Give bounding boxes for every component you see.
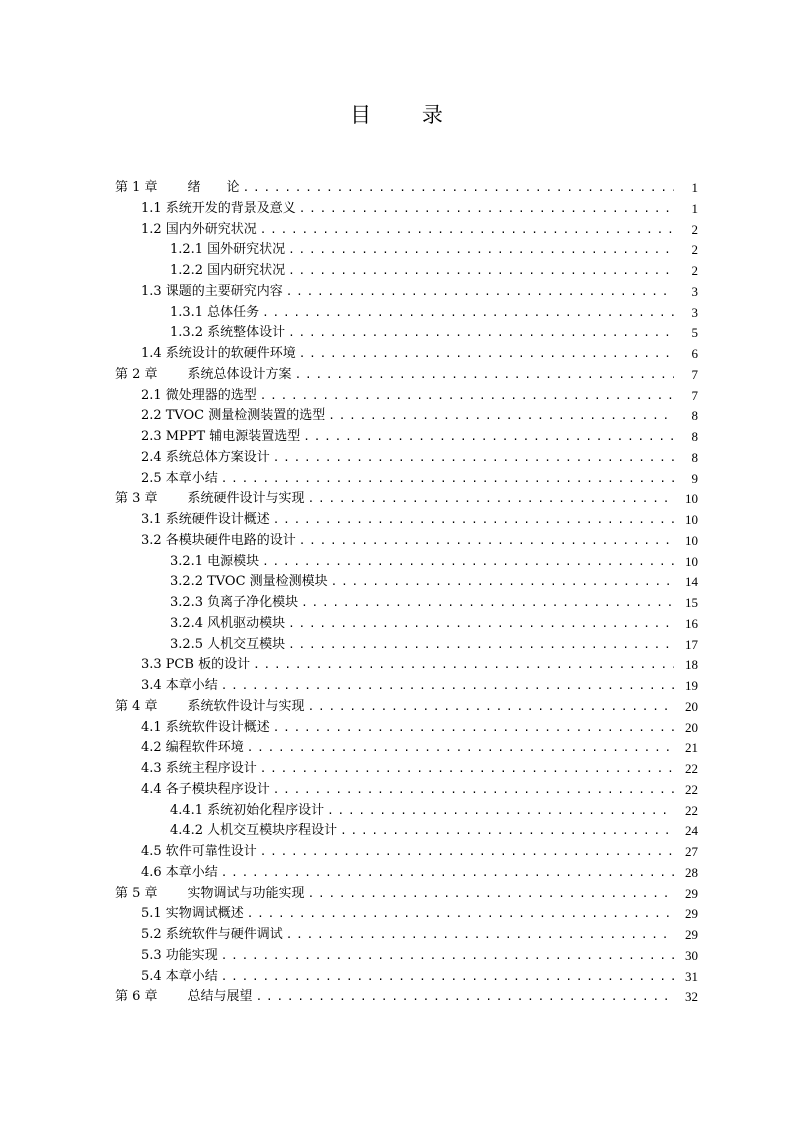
toc-dot-leader bbox=[303, 427, 674, 448]
toc-page-number: 18 bbox=[674, 655, 698, 676]
toc-entry-title: MPPT 辅电源装置选型 bbox=[165, 429, 301, 444]
toc-entry[interactable] bbox=[0, 323, 793, 344]
toc-entry-label bbox=[170, 240, 288, 261]
toc-dot-leader bbox=[221, 863, 674, 884]
toc-entry-number: 第 6 章 bbox=[115, 989, 158, 1005]
toc-page-number: 32 bbox=[674, 987, 698, 1008]
toc-entry-number: 4.4 bbox=[141, 781, 162, 797]
toc-entry-number: 1.3.1 bbox=[170, 304, 204, 320]
toc-page-number: 31 bbox=[674, 967, 698, 988]
toc-dot-leader bbox=[273, 780, 674, 801]
toc-entry-title: 系统设计的软硬件环境 bbox=[165, 346, 296, 361]
toc-entry-number: 3.2.1 bbox=[170, 553, 204, 569]
toc-page-number: 2 bbox=[674, 220, 698, 241]
toc-entry-label bbox=[141, 510, 273, 531]
toc-entry[interactable] bbox=[0, 925, 793, 946]
toc-entry-label bbox=[115, 365, 295, 386]
toc-entry-number: 第 3 章 bbox=[115, 491, 158, 507]
toc-dot-leader bbox=[221, 469, 674, 490]
toc-page-number: 14 bbox=[674, 572, 698, 593]
toc-entry-label bbox=[141, 780, 273, 801]
toc-entry-title: 系统整体设计 bbox=[207, 325, 286, 341]
toc-entry-number: 2.5 bbox=[141, 470, 162, 486]
toc-entry-title: 系统软件设计与实现 bbox=[187, 698, 305, 714]
toc-page-number: 15 bbox=[674, 593, 698, 614]
toc-entry-number: 4.2 bbox=[141, 740, 162, 756]
toc-entry-label bbox=[141, 655, 253, 676]
toc-entry-number: 1.4 bbox=[141, 346, 162, 361]
toc-dot-leader bbox=[243, 178, 674, 199]
toc-entry[interactable] bbox=[0, 552, 793, 573]
toc-dot-leader bbox=[331, 572, 674, 593]
toc-entry-label bbox=[170, 635, 288, 656]
toc-entry-number: 第 1 章 bbox=[115, 180, 158, 195]
toc-entry-title: 国内研究状况 bbox=[207, 263, 286, 278]
toc-entry[interactable] bbox=[0, 967, 793, 988]
toc-entry-title: 风机驱动模块 bbox=[207, 615, 286, 631]
toc-entry-title: 电源模块 bbox=[207, 553, 260, 569]
toc-entry-title: 系统开发的背景及意义 bbox=[165, 200, 296, 216]
toc-entry-label bbox=[170, 801, 327, 822]
toc-entry-label bbox=[141, 676, 221, 697]
toc-dot-leader bbox=[260, 759, 674, 780]
toc-page-number: 20 bbox=[674, 697, 698, 718]
toc-entry[interactable] bbox=[0, 469, 793, 490]
toc-entry[interactable] bbox=[0, 199, 793, 220]
toc-entry-label bbox=[115, 884, 308, 905]
table-of-contents bbox=[0, 178, 793, 1008]
toc-entry[interactable] bbox=[0, 780, 793, 801]
toc-entry[interactable] bbox=[0, 489, 793, 510]
toc-entry-title: 本章小结 bbox=[165, 470, 218, 486]
toc-entry-label bbox=[141, 842, 260, 863]
toc-entry-title: 系统主程序设计 bbox=[165, 761, 257, 776]
toc-entry-title: 软件可靠性设计 bbox=[165, 844, 257, 859]
toc-entry-title: 总结与展望 bbox=[187, 989, 253, 1005]
toc-dot-leader bbox=[260, 220, 674, 241]
toc-entry-number: 3.2 bbox=[141, 532, 162, 548]
toc-page-number: 28 bbox=[674, 863, 698, 884]
toc-entry-title: TVOC 测量检测模块 bbox=[207, 574, 328, 590]
toc-entry-number: 5.3 bbox=[141, 947, 162, 963]
toc-entry-label bbox=[141, 386, 260, 407]
toc-dot-leader bbox=[273, 718, 674, 739]
toc-entry-number: 1.2.2 bbox=[170, 263, 204, 278]
toc-page-number: 2 bbox=[674, 240, 698, 261]
toc-entry-title: 系统硬件设计概述 bbox=[165, 512, 270, 527]
toc-entry-number: 1.2.1 bbox=[170, 242, 204, 258]
toc-entry-label bbox=[141, 344, 299, 365]
toc-dot-leader bbox=[221, 946, 674, 967]
toc-dot-leader bbox=[273, 448, 674, 469]
toc-entry[interactable] bbox=[0, 261, 793, 282]
toc-entry-number: 3.3 bbox=[141, 657, 162, 673]
toc-entry-title: 本章小结 bbox=[165, 678, 218, 693]
toc-entry[interactable] bbox=[0, 987, 793, 1008]
toc-entry-label bbox=[170, 593, 301, 614]
toc-entry-title: PCB 板的设计 bbox=[165, 657, 251, 673]
toc-entry[interactable] bbox=[0, 344, 793, 365]
toc-entry-title: 各模块硬件电路的设计 bbox=[165, 532, 296, 548]
toc-entry-label bbox=[141, 946, 221, 967]
toc-page-number: 10 bbox=[674, 510, 698, 531]
toc-entry[interactable] bbox=[0, 282, 793, 303]
toc-dot-leader bbox=[247, 904, 674, 925]
toc-entry-title: 总体任务 bbox=[207, 304, 260, 320]
toc-dot-leader bbox=[256, 987, 674, 1008]
toc-entry-number: 1.1 bbox=[141, 200, 162, 216]
toc-page-number: 9 bbox=[674, 469, 698, 490]
toc-entry-label bbox=[170, 323, 288, 344]
toc-dot-leader bbox=[299, 344, 674, 365]
toc-dot-leader bbox=[288, 261, 674, 282]
toc-entry-number: 第 4 章 bbox=[115, 698, 158, 714]
toc-dot-leader bbox=[340, 821, 674, 842]
toc-entry-title: 绪 论 bbox=[187, 180, 240, 195]
toc-dot-leader bbox=[301, 593, 674, 614]
toc-dot-leader bbox=[262, 303, 674, 324]
toc-page-number: 2 bbox=[674, 261, 698, 282]
toc-entry[interactable] bbox=[0, 676, 793, 697]
toc-dot-leader bbox=[260, 842, 674, 863]
toc-dot-leader bbox=[221, 967, 674, 988]
toc-entry[interactable] bbox=[0, 884, 793, 905]
toc-entry-label bbox=[170, 821, 340, 842]
toc-entry-number: 第 5 章 bbox=[115, 885, 158, 901]
toc-page-number: 29 bbox=[674, 925, 698, 946]
toc-entry-number: 2.3 bbox=[141, 429, 162, 444]
toc-page-number: 7 bbox=[674, 365, 698, 386]
toc-entry-title: 系统总体设计方案 bbox=[187, 366, 292, 382]
toc-entry-number: 3.4 bbox=[141, 678, 162, 693]
toc-dot-leader bbox=[299, 199, 674, 220]
toc-entry[interactable] bbox=[0, 220, 793, 241]
toc-entry-label bbox=[115, 697, 308, 718]
toc-entry-number: 第 2 章 bbox=[115, 366, 158, 382]
toc-page-number: 21 bbox=[674, 738, 698, 759]
toc-entry[interactable] bbox=[0, 365, 793, 386]
toc-entry[interactable] bbox=[0, 178, 793, 199]
toc-page-number: 10 bbox=[674, 489, 698, 510]
toc-entry-number: 2.2 bbox=[141, 408, 162, 424]
toc-page-number: 29 bbox=[674, 904, 698, 925]
toc-page-number: 5 bbox=[674, 323, 698, 344]
toc-entry-label bbox=[170, 552, 262, 573]
toc-page-number: 8 bbox=[674, 406, 698, 427]
toc-entry[interactable] bbox=[0, 427, 793, 448]
toc-dot-leader bbox=[288, 614, 674, 635]
toc-entry-label bbox=[141, 220, 260, 241]
toc-dot-leader bbox=[286, 925, 674, 946]
toc-dot-leader bbox=[221, 676, 674, 697]
toc-dot-leader bbox=[327, 801, 674, 822]
toc-entry[interactable] bbox=[0, 946, 793, 967]
toc-entry-number: 4.5 bbox=[141, 844, 162, 859]
toc-entry-title: 国内外研究状况 bbox=[165, 221, 257, 237]
toc-dot-leader bbox=[308, 697, 674, 718]
toc-entry-number: 3.2.5 bbox=[170, 636, 204, 652]
toc-page-number: 22 bbox=[674, 780, 698, 801]
toc-entry-label bbox=[141, 738, 247, 759]
toc-entry[interactable] bbox=[0, 240, 793, 261]
toc-page-number: 8 bbox=[674, 427, 698, 448]
toc-entry-label bbox=[170, 572, 331, 593]
toc-entry-title: 微处理器的选型 bbox=[165, 387, 257, 403]
toc-entry-title: 负离子净化模块 bbox=[207, 595, 299, 610]
toc-dot-leader bbox=[262, 552, 674, 573]
toc-entry-label bbox=[141, 282, 286, 303]
toc-entry-title: 各子模块程序设计 bbox=[165, 781, 270, 797]
toc-entry-label bbox=[141, 531, 299, 552]
toc-entry[interactable] bbox=[0, 510, 793, 531]
toc-entry[interactable] bbox=[0, 904, 793, 925]
toc-dot-leader bbox=[308, 884, 674, 905]
toc-entry-title: 功能实现 bbox=[165, 947, 218, 963]
toc-entry[interactable] bbox=[0, 531, 793, 552]
toc-entry-label bbox=[115, 987, 256, 1008]
toc-entry-label bbox=[141, 925, 286, 946]
toc-entry-label bbox=[141, 469, 221, 490]
toc-page-number: 6 bbox=[674, 344, 698, 365]
toc-entry-label bbox=[141, 759, 260, 780]
toc-entry-label bbox=[170, 614, 288, 635]
toc-page-number: 29 bbox=[674, 884, 698, 905]
toc-entry-title: 实物调试与功能实现 bbox=[187, 885, 305, 901]
toc-entry-number: 5.1 bbox=[141, 906, 162, 922]
toc-entry-number: 4.4.1 bbox=[170, 802, 204, 818]
toc-dot-leader bbox=[260, 386, 674, 407]
toc-dot-leader bbox=[288, 240, 674, 261]
toc-page-number: 16 bbox=[674, 614, 698, 635]
toc-entry[interactable] bbox=[0, 572, 793, 593]
toc-page-number: 20 bbox=[674, 718, 698, 739]
toc-dot-leader bbox=[286, 282, 674, 303]
toc-page-number: 7 bbox=[674, 386, 698, 407]
toc-entry-number: 5.4 bbox=[141, 968, 162, 984]
toc-entry-number: 3.1 bbox=[141, 512, 162, 527]
toc-entry-label bbox=[141, 863, 221, 884]
toc-entry-label bbox=[115, 489, 308, 510]
toc-page-number: 17 bbox=[674, 635, 698, 656]
toc-entry[interactable] bbox=[0, 635, 793, 656]
toc-entry-label bbox=[141, 199, 299, 220]
toc-entry[interactable] bbox=[0, 386, 793, 407]
toc-page-number: 24 bbox=[674, 821, 698, 842]
toc-entry-title: 人机交互模块 bbox=[207, 636, 286, 652]
toc-page-number: 3 bbox=[674, 303, 698, 324]
toc-dot-leader bbox=[308, 489, 674, 510]
toc-entry-title: 本章小结 bbox=[165, 968, 218, 984]
toc-dot-leader bbox=[288, 323, 674, 344]
toc-page-number: 19 bbox=[674, 676, 698, 697]
toc-entry[interactable] bbox=[0, 406, 793, 427]
toc-page-number: 1 bbox=[674, 178, 698, 199]
toc-entry-number: 5.2 bbox=[141, 927, 162, 942]
toc-entry-label bbox=[141, 718, 273, 739]
toc-page-number: 22 bbox=[674, 801, 698, 822]
toc-entry-number: 4.3 bbox=[141, 761, 162, 776]
toc-entry-title: TVOC 测量检测装置的选型 bbox=[165, 408, 326, 424]
toc-page-number: 27 bbox=[674, 842, 698, 863]
toc-entry-number: 1.2 bbox=[141, 221, 162, 237]
toc-entry-title: 系统软件设计概述 bbox=[165, 719, 270, 735]
toc-page-number: 10 bbox=[674, 531, 698, 552]
toc-entry[interactable] bbox=[0, 614, 793, 635]
toc-entry-number: 3.2.2 bbox=[170, 574, 204, 590]
toc-entry-label bbox=[170, 261, 288, 282]
toc-page-number: 1 bbox=[674, 199, 698, 220]
toc-entry-label bbox=[170, 303, 262, 324]
toc-entry-title: 国外研究状况 bbox=[207, 242, 286, 258]
toc-entry-number: 1.3.2 bbox=[170, 325, 204, 341]
toc-dot-leader bbox=[328, 406, 674, 427]
toc-entry-title: 人机交互模块序程设计 bbox=[207, 823, 338, 839]
toc-entry-title: 编程软件环境 bbox=[165, 740, 244, 756]
toc-page-number: 3 bbox=[674, 282, 698, 303]
toc-entry-title: 课题的主要研究内容 bbox=[165, 283, 283, 299]
toc-entry[interactable] bbox=[0, 801, 793, 822]
toc-entry-number: 2.1 bbox=[141, 387, 162, 403]
page-title: 目 录 bbox=[350, 103, 465, 127]
toc-dot-leader bbox=[295, 365, 674, 386]
toc-page-number: 30 bbox=[674, 946, 698, 967]
toc-entry[interactable] bbox=[0, 738, 793, 759]
toc-dot-leader bbox=[288, 635, 674, 656]
toc-dot-leader bbox=[299, 531, 674, 552]
toc-entry-title: 系统硬件设计与实现 bbox=[187, 491, 305, 507]
toc-entry[interactable] bbox=[0, 759, 793, 780]
toc-page-number: 8 bbox=[674, 448, 698, 469]
toc-dot-leader bbox=[247, 738, 674, 759]
toc-entry[interactable] bbox=[0, 448, 793, 469]
toc-entry-title: 系统总体方案设计 bbox=[165, 449, 270, 465]
toc-entry[interactable] bbox=[0, 303, 793, 324]
toc-entry-title: 系统软件与硬件调试 bbox=[165, 927, 283, 942]
toc-entry-number: 4.4.2 bbox=[170, 823, 204, 839]
toc-entry[interactable] bbox=[0, 842, 793, 863]
toc-entry[interactable] bbox=[0, 697, 793, 718]
toc-dot-leader bbox=[273, 510, 674, 531]
toc-entry-title: 实物调试概述 bbox=[165, 906, 244, 922]
toc-entry-number: 3.2.3 bbox=[170, 595, 204, 610]
toc-entry-label bbox=[141, 904, 247, 925]
toc-page-number: 10 bbox=[674, 552, 698, 573]
toc-entry[interactable] bbox=[0, 593, 793, 614]
toc-entry-title: 本章小结 bbox=[165, 864, 218, 880]
toc-entry-number: 2.4 bbox=[141, 449, 162, 465]
toc-entry-label bbox=[115, 178, 243, 199]
toc-dot-leader bbox=[253, 655, 674, 676]
toc-entry[interactable] bbox=[0, 655, 793, 676]
toc-page-number: 22 bbox=[674, 759, 698, 780]
toc-entry-label bbox=[141, 406, 328, 427]
toc-entry-label bbox=[141, 448, 273, 469]
toc-entry[interactable] bbox=[0, 821, 793, 842]
toc-entry-label bbox=[141, 427, 303, 448]
toc-entry[interactable] bbox=[0, 863, 793, 884]
toc-entry[interactable] bbox=[0, 718, 793, 739]
toc-entry-number: 1.3 bbox=[141, 283, 162, 299]
toc-entry-number: 3.2.4 bbox=[170, 615, 204, 631]
toc-entry-number: 4.1 bbox=[141, 719, 162, 735]
toc-entry-number: 4.6 bbox=[141, 864, 162, 880]
toc-entry-label bbox=[141, 967, 221, 988]
toc-entry-title: 系统初始化程序设计 bbox=[207, 802, 325, 818]
